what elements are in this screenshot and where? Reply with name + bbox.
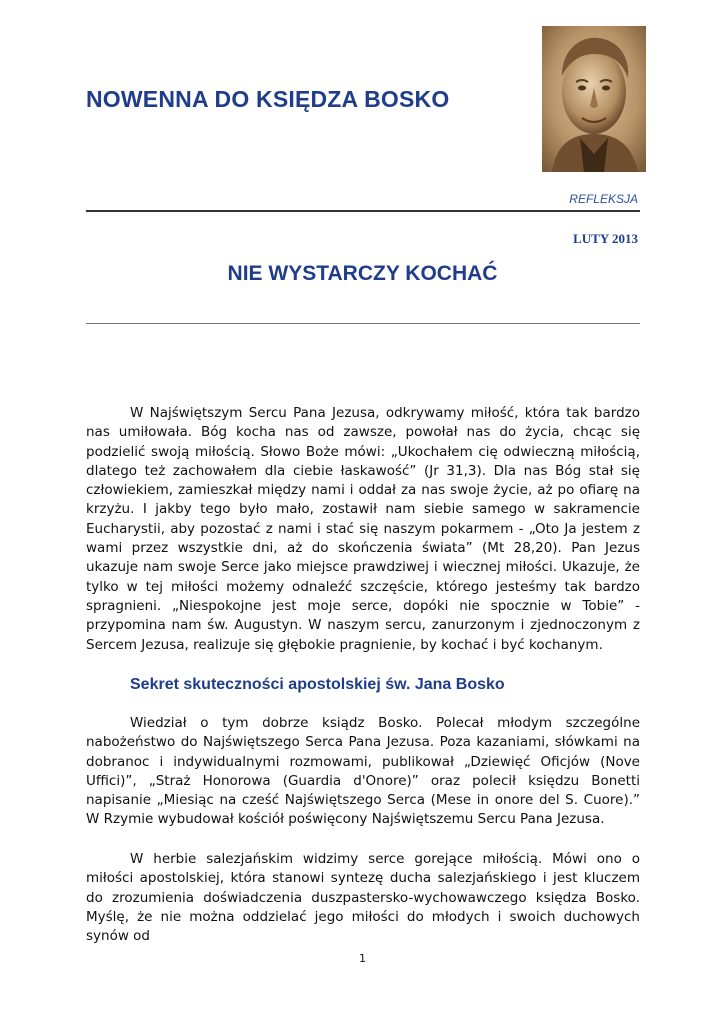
- paragraph-1: [86, 404, 640, 655]
- section-label: REFLEKSJA: [569, 192, 638, 206]
- paragraph-2: [86, 714, 640, 830]
- paragraph-1-text: W Najświętszym Sercu Pana Jezusa, odkrywamy miłość, która tak bardzo nas umiłowała. Bóg kocha nas od zawsze, powołał nas do życia, chcąc się podzielić swoją miłością. Słowo Boże mówi: „Ukochałem cię odwieczną miłością, dlatego też zachowałem dla ciebie łaskawość” (Jr 31,3). Dla nas Bóg stał się człowiekiem, zamieszkał między nami i oddał za nas swoje życie, aż po ofiarę na krzyżu. I jakby tego było mało, zostawił nam siebie samego w sakramencie Eucharystii, aby pozostać z nami i stać się naszym pokarmem - „Oto Ja jestem z wami przez wszystkie dni, aż do skończenia świata” (Mt 28,20). Pan Jezus ukazuje nam swoje Serce jako miejsce prawdziwej i wiecznej miłości. Ukazuje, że tylko w tej miłości możemy odnaleźć szczęście, którego jesteśmy tak bardzo spragnieni. „Niespokojne jest moje serce, dopóki nie spocznie w Tobie” - przypomina nam św. Augustyn. W naszym sercu, zanurzonym i zjednoczonym z Sercem Jezusa, realizuje się głębokie pragnienie, by kochać i być kochanym.: [86, 405, 640, 653]
- paragraph-3-text: W herbie salezjańskim widzimy serce gorejące miłością. Mówi ono o miłości apostolskiej, która stanowi syntezę ducha salezjańskiego i jest kluczem do zrozumienia doświadczenia duszpastersko-wychowawczego księdza Bosko. Myślę, że nie można oddzielać jego miłości do młodych i swoich duchowych synów od: [86, 851, 640, 945]
- section-heading: Sekret skuteczności apostolskiej św. Jana Bosko: [130, 676, 505, 693]
- header-divider: [86, 210, 640, 212]
- paragraph-2-text: Wiedział o tym dobrze ksiądz Bosko. Polecał młodym szczególne nabożeństwo do Najświętszego Serca Pana Jezusa. Poza kazaniami, słówkami na dobranoc i indywidualnymi rozmowami, publikował „Dziewięć Oficjów (Nove Uffici)”, „Straż Honorowa (Guardia d'Onore)” oraz polecił księdzu Bonetti napisanie „Miesiąc na cześć Najświętszego Serca (Mese in onore del S. Cuore).” W Rzymie wybudował kościół poświęcony Najświętszemu Sercu Pana Jezusa.: [86, 715, 640, 828]
- title-divider: [86, 323, 640, 324]
- portrait-relief-icon: [542, 26, 646, 172]
- article-title: NIE WYSTARCZY KOCHAĆ: [227, 262, 498, 285]
- page-number: 1: [359, 952, 366, 965]
- issue-date: LUTY 2013: [573, 231, 638, 246]
- paragraph-3: [86, 850, 640, 946]
- document-title: NOWENNA DO KSIĘDZA BOSKO: [86, 86, 450, 112]
